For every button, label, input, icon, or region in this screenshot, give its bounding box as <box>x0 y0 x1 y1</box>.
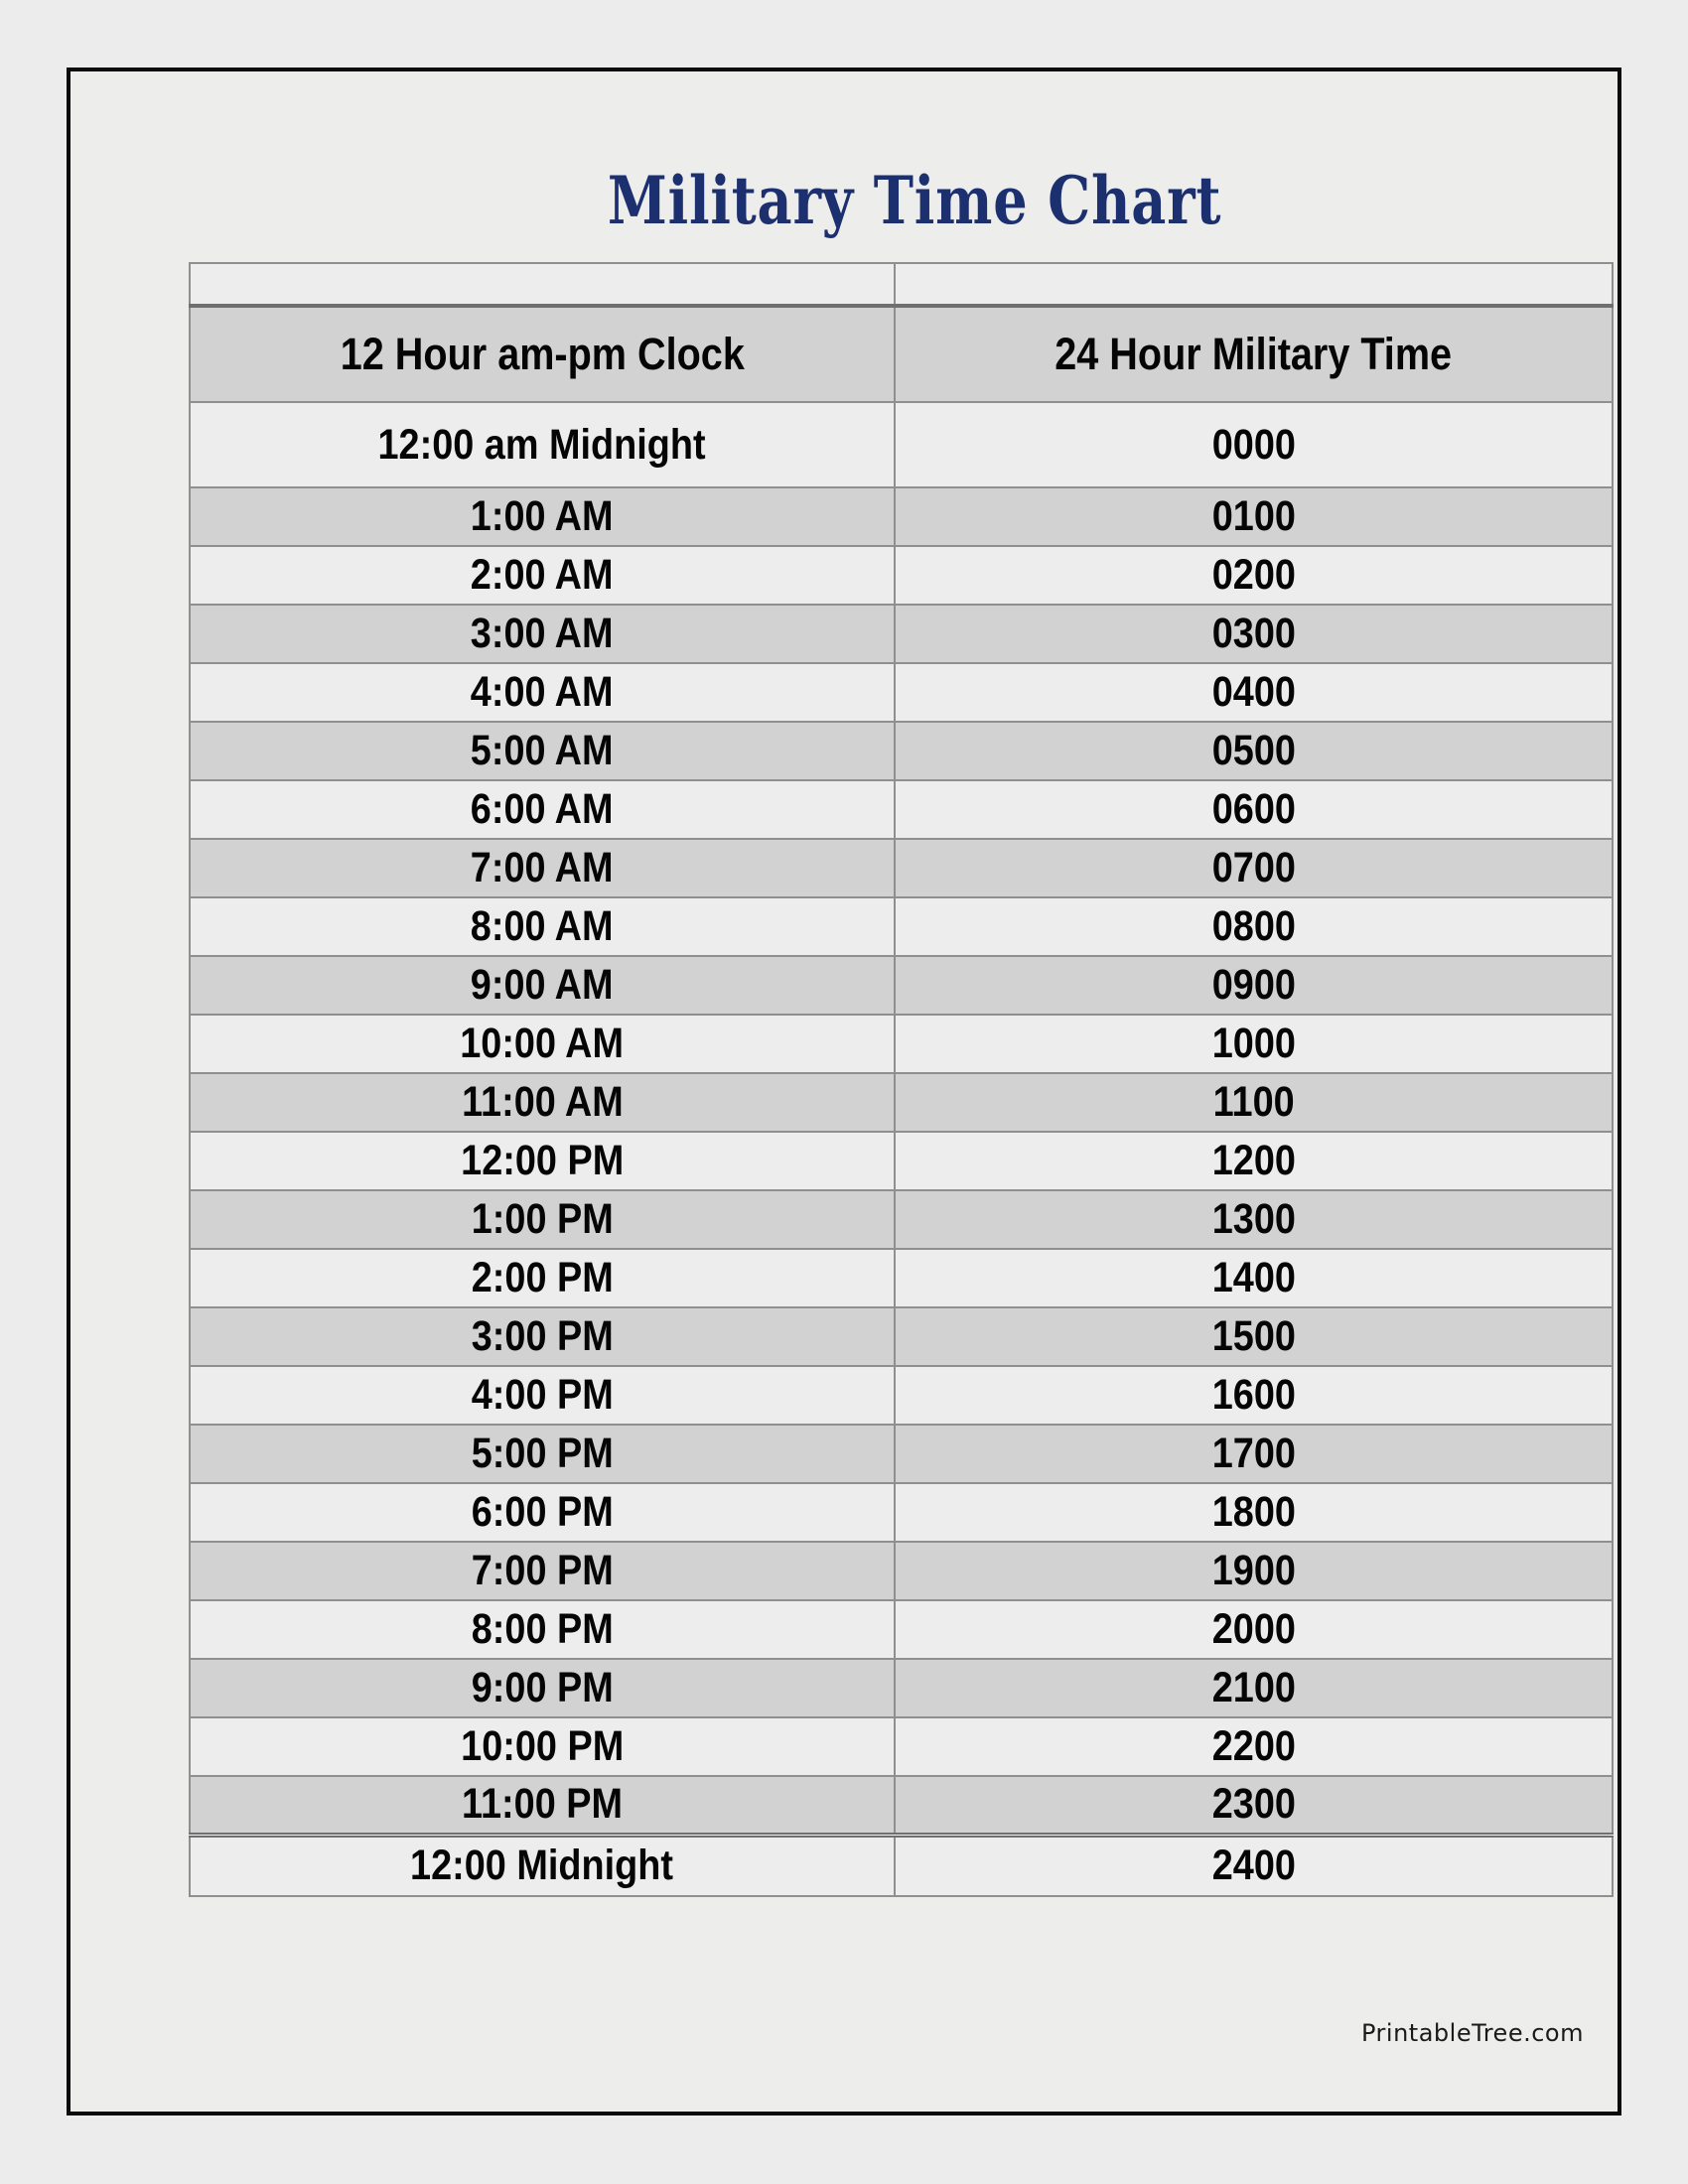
col-header-24hour: 24 Hour Military Time <box>895 306 1613 402</box>
table-row <box>190 1425 1613 1483</box>
table-row <box>190 546 1613 605</box>
spacer-row <box>190 263 1613 306</box>
table-row <box>190 1307 1613 1366</box>
cell-12hour-time: 9:00 PM <box>190 1659 895 1717</box>
cell-12hour-time: 4:00 PM <box>190 1366 895 1425</box>
table-row <box>190 1366 1613 1425</box>
table-row <box>190 1249 1613 1307</box>
cell-24hour-time: 0200 <box>895 546 1613 605</box>
cell-24hour-time: 0600 <box>895 780 1613 839</box>
table-row <box>190 1190 1613 1249</box>
cell-12hour-time: 6:00 PM <box>190 1483 895 1542</box>
cell-24hour-time: 1900 <box>895 1542 1613 1600</box>
table-row <box>190 1132 1613 1190</box>
cell-24hour-time: 0700 <box>895 839 1613 897</box>
cell-24hour-time: 1600 <box>895 1366 1613 1425</box>
table-row <box>190 487 1613 546</box>
cell-12hour-time: 3:00 AM <box>190 605 895 663</box>
cell-12hour-time: 12:00 Midnight <box>190 1835 895 1896</box>
spacer-cell-right <box>895 263 1613 306</box>
cell-12hour-time: 9:00 AM <box>190 956 895 1015</box>
cell-12hour-time: 7:00 AM <box>190 839 895 897</box>
cell-12hour-time: 8:00 PM <box>190 1600 895 1659</box>
cell-12hour-time: 2:00 PM <box>190 1249 895 1307</box>
cell-24hour-time: 2000 <box>895 1600 1613 1659</box>
cell-24hour-time: 1700 <box>895 1425 1613 1483</box>
cell-12hour-time: 4:00 AM <box>190 663 895 722</box>
spacer-cell-left <box>190 263 895 306</box>
military-time-table <box>189 262 1614 1897</box>
cell-24hour-time: 0800 <box>895 897 1613 956</box>
cell-24hour-time: 2300 <box>895 1776 1613 1835</box>
cell-12hour-time: 10:00 AM <box>190 1015 895 1073</box>
table-row <box>190 780 1613 839</box>
cell-24hour-time: 1300 <box>895 1190 1613 1249</box>
table-row <box>190 722 1613 780</box>
table-row <box>190 1835 1613 1896</box>
cell-24hour-time: 1400 <box>895 1249 1613 1307</box>
table-row <box>190 663 1613 722</box>
cell-24hour-time: 0300 <box>895 605 1613 663</box>
cell-24hour-time: 2200 <box>895 1717 1613 1776</box>
table-row <box>190 1717 1613 1776</box>
cell-24hour-time: 0500 <box>895 722 1613 780</box>
table-row <box>190 956 1613 1015</box>
cell-12hour-time: 12:00 am Midnight <box>190 402 895 487</box>
cell-24hour-time: 2100 <box>895 1659 1613 1717</box>
table-row <box>190 1542 1613 1600</box>
cell-12hour-time: 7:00 PM <box>190 1542 895 1600</box>
table-row <box>190 839 1613 897</box>
table-row <box>190 1015 1613 1073</box>
cell-12hour-time: 1:00 AM <box>190 487 895 546</box>
cell-24hour-time: 1100 <box>895 1073 1613 1132</box>
cell-24hour-time: 0100 <box>895 487 1613 546</box>
table-row <box>190 1776 1613 1835</box>
cell-12hour-time: 6:00 AM <box>190 780 895 839</box>
cell-12hour-time: 12:00 PM <box>190 1132 895 1190</box>
table-row <box>190 1073 1613 1132</box>
table-row <box>190 1659 1613 1717</box>
table-row <box>190 402 1613 487</box>
table-row <box>190 1483 1613 1542</box>
cell-24hour-time: 1200 <box>895 1132 1613 1190</box>
cell-12hour-time: 2:00 AM <box>190 546 895 605</box>
footer-site-credit: PrintableTree.com <box>1361 2019 1584 2047</box>
table-row <box>190 1600 1613 1659</box>
cell-12hour-time: 3:00 PM <box>190 1307 895 1366</box>
cell-12hour-time: 11:00 PM <box>190 1776 895 1835</box>
cell-24hour-time: 0900 <box>895 956 1613 1015</box>
cell-12hour-time: 11:00 AM <box>190 1073 895 1132</box>
cell-24hour-time: 1800 <box>895 1483 1613 1542</box>
cell-24hour-time: 1000 <box>895 1015 1613 1073</box>
cell-12hour-time: 5:00 PM <box>190 1425 895 1483</box>
page-title-text: Military Time Chart <box>607 162 1222 239</box>
page-title <box>70 162 1688 239</box>
cell-24hour-time: 2400 <box>895 1835 1613 1896</box>
table-row <box>190 897 1613 956</box>
cell-12hour-time: 10:00 PM <box>190 1717 895 1776</box>
cell-12hour-time: 1:00 PM <box>190 1190 895 1249</box>
cell-12hour-time: 5:00 AM <box>190 722 895 780</box>
cell-24hour-time: 0400 <box>895 663 1613 722</box>
cell-12hour-time: 8:00 AM <box>190 897 895 956</box>
table-row <box>190 605 1613 663</box>
page-border-frame <box>67 68 1621 2116</box>
cell-24hour-time: 0000 <box>895 402 1613 487</box>
table-header-row <box>190 306 1613 402</box>
col-header-12hour: 12 Hour am-pm Clock <box>190 306 895 402</box>
cell-24hour-time: 1500 <box>895 1307 1613 1366</box>
